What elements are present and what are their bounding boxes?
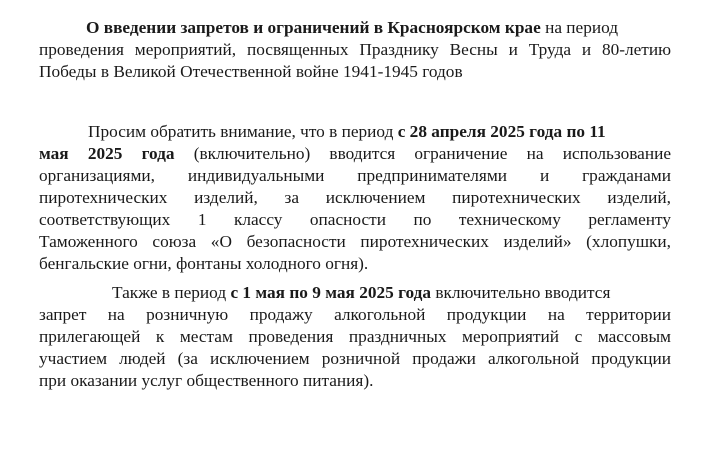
paragraph-2-line-4: участием людей (за исключением розничной продажи алкогольной продукции — [39, 349, 671, 368]
heading-line-1 — [86, 17, 618, 39]
paragraph-2-line-5: при оказании услуг общественного питания). — [39, 371, 374, 390]
paragraph-1-line-4: пиротехнических изделий, за исключением пиротехнических изделий, — [39, 188, 671, 207]
paragraph-2-line-2: запрет на розничную продажу алкогольной продукции на территории — [39, 305, 671, 324]
heading-line-3: Победы в Великой Отечественной войне 1941-1945 годов — [39, 62, 463, 81]
heading-line-2: проведения мероприятий, посвященных Празднику Весны и Труда и 80-летию — [39, 40, 671, 59]
paragraph-2-line-1-rest: включительно вводится — [431, 283, 611, 302]
paragraph-2-line-1-start: Также в период — [112, 283, 231, 302]
paragraph-1-date-range-start: с 28 апреля 2025 года по 11 — [397, 122, 606, 141]
paragraph-1-line-2 — [39, 143, 671, 165]
paragraph-1-date-range-end: мая 2025 года — [39, 144, 175, 163]
paragraph-2-line-1 — [112, 282, 610, 304]
paragraph-1-line-1 — [88, 121, 606, 143]
paragraph-1-line-3: организациями, индивидуальными предпринимателями и гражданами — [39, 166, 671, 185]
paragraph-1-line-5: соответствующих 1 классу опасности по техническому регламенту — [39, 210, 671, 229]
paragraph-1-line-1-start: Просим обратить внимание, что в период — [88, 122, 398, 141]
paragraph-1-line-6: Таможенного союза «О безопасности пиротехнических изделий» (хлопушки, — [39, 232, 671, 251]
paragraph-2-line-3: прилегающей к местам проведения праздничных мероприятий с массовым — [39, 327, 671, 346]
paragraph-1-line-2-rest: (включительно) вводится ограничение на использование — [174, 144, 671, 163]
heading-line-1-rest: на период — [540, 18, 619, 37]
paragraph-1-line-7: бенгальские огни, фонтаны холодного огня). — [39, 254, 369, 273]
heading-title: О введении запретов и ограничений в Красноярском крае — [86, 18, 541, 37]
paragraph-2-date-range: с 1 мая по 9 мая 2025 года — [230, 283, 432, 302]
